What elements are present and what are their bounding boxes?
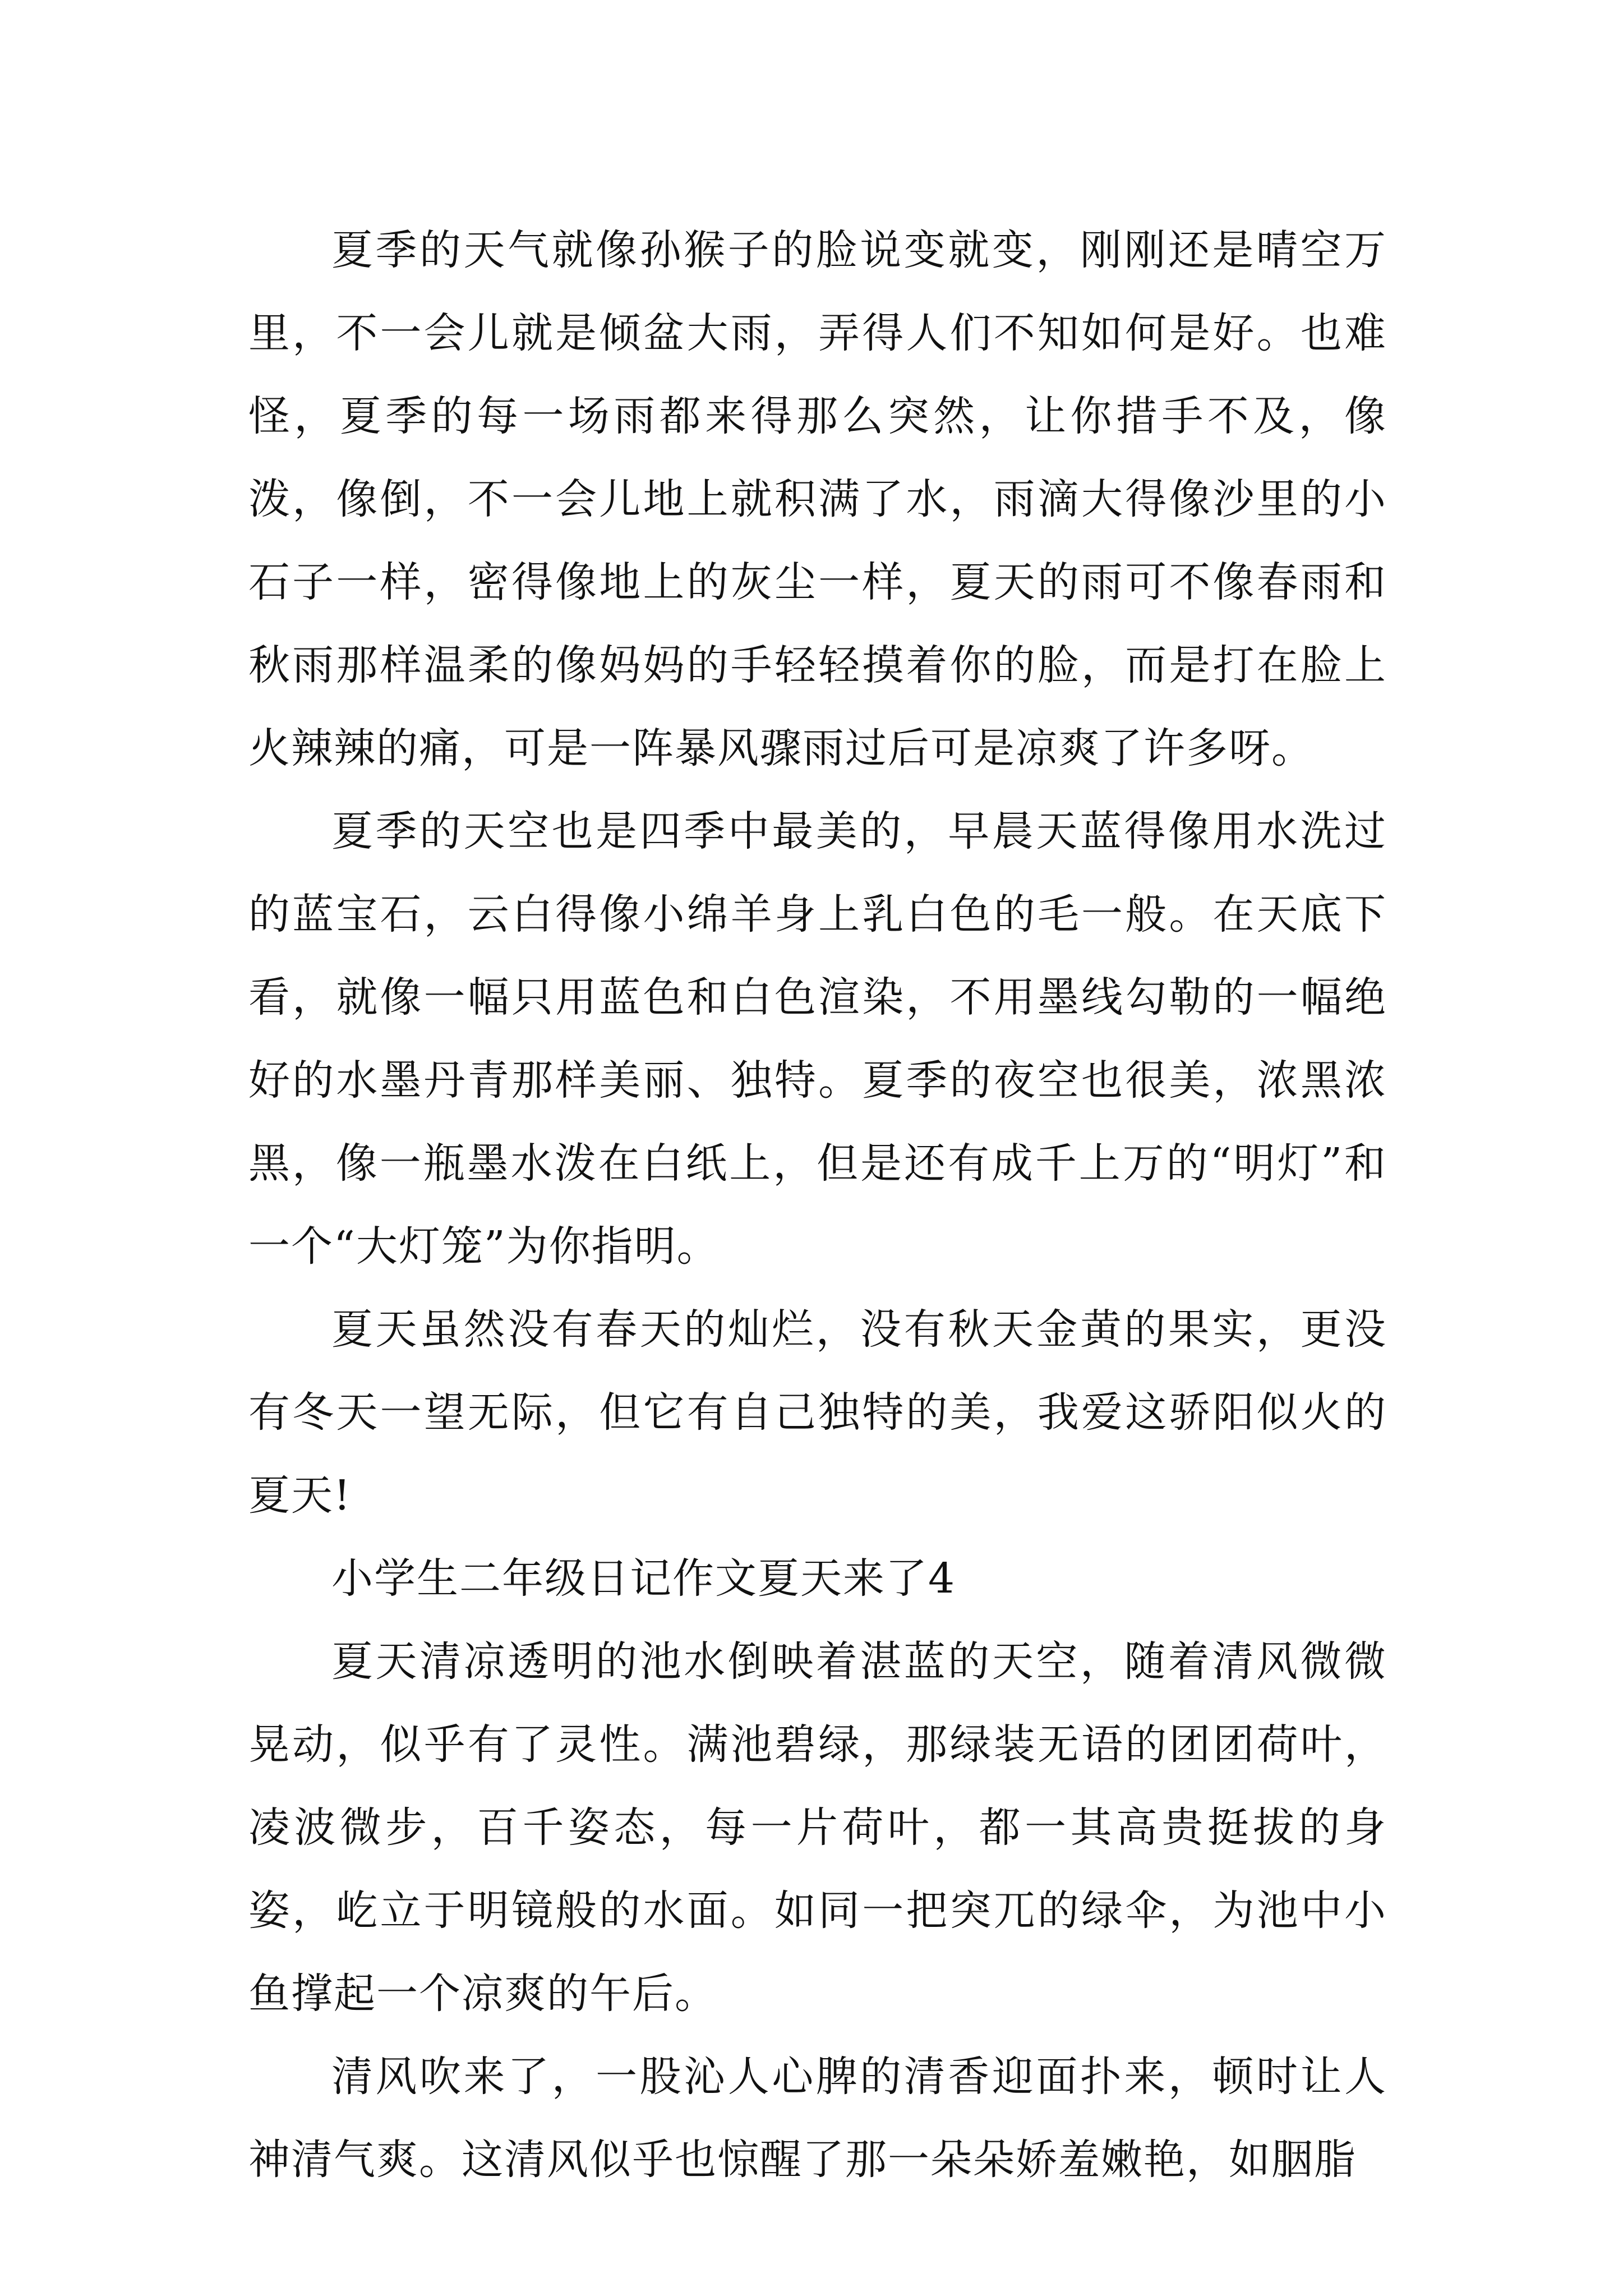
- paragraph-breeze: 清风吹来了，一股沁人心脾的清香迎面扑来，顿时让人神清气爽。这清风似乎也惊醒了那一朵朵娇羞嫩艳，如胭脂: [248, 2053, 1387, 2184]
- section-title: 小学生二年级日记作文夏天来了4: [331, 1554, 956, 1603]
- paragraph-summer-sky: 夏季的天空也是四季中最美的，早晨天蓝得像用水洗过的蓝宝石，云白得像小绵羊身上乳白色的毛一般。在天底下看，就像一幅只用蓝色和白色渲染，不用墨线勾勒的一幅绝好的水墨丹青那样美丽、独特。夏季的夜空也很美，浓黑浓黑，像一瓶墨水泼在白纸上，但是还有成千上万的“明灯”和一个“大灯笼”为你指明。: [248, 807, 1387, 1271]
- document-body: [248, 209, 1387, 2201]
- paragraph-pond: 夏天清凉透明的池水倒映着湛蓝的天空，随着清风微微晃动，似乎有了灵性。满池碧绿，那绿装无语的团团荷叶，凌波微步，百千姿态，每一片荷叶，都一其高贵挺拔的身姿，屹立于明镜般的水面。如同一把突兀的绿伞，为池中小鱼撑起一个凉爽的午后。: [248, 1637, 1387, 2018]
- paragraph-summer-weather: 夏季的天气就像孙猴子的脸说变就变，刚刚还是晴空万里，不一会儿就是倾盆大雨，弄得人们不知如何是好。也难怪，夏季的每一场雨都来得那么突然，让你措手不及，像泼，像倒，不一会儿地上就积满了水，雨滴大得像沙里的小石子一样，密得像地上的灰尘一样，夏天的雨可不像春雨和秋雨那样温柔的像妈妈的手轻轻摸着你的脸，而是打在脸上火辣辣的痛，可是一阵暴风骤雨过后可是凉爽了许多呀。: [248, 226, 1387, 772]
- paragraph-love-summer: 夏天虽然没有春天的灿烂，没有秋天金黄的果实，更没有冬天一望无际，但它有自己独特的美，我爱这骄阳似火的夏天!: [248, 1305, 1387, 1520]
